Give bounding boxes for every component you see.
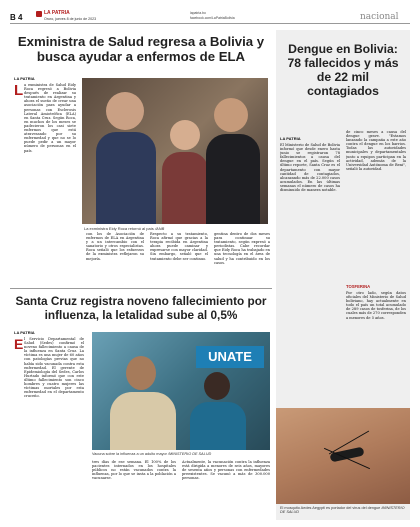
article-body-col1: l Servicio Departamental de Salud (Sedes) confirmó el noveno fallecimiento a causa de la influenza en Santa Cruz. La víctima es una mujer de 60 años con patologías previas que no había sido vacunada contra esta enfermedad. El gerente de Epidemiología del Sedes, Carlos Hurtado informó que con este último fallecimiento son cinco hombres y cuatro mujeres las víctimas mortales por esta enfermedad en el departamento cruceño.	[24, 337, 84, 399]
section-divider	[10, 288, 272, 289]
brand-name: LA PATRIA	[44, 10, 70, 16]
photo-caption	[92, 452, 211, 456]
caption-text: El mosquito Aedes Aegypti es portador del virus del dengue	[280, 506, 381, 510]
article-body-col2: tres días de ese semana. El 100% de los pacientes internados en los hospitales públicos no están vacunados contra la influenza, por lo que se insta a la población a vacunarse.	[92, 460, 176, 481]
person-3-body	[206, 134, 260, 224]
section-label: nacional	[360, 12, 399, 22]
article-body-col3: Actualmente, la vacunación contra la influenza está dirigida a menores de seis años, mayores de sesenta años y personas con enfermedades preexistentes. Se vacunó a más de 300.000 personas.	[182, 460, 270, 481]
header-web: lapatria.bo	[190, 11, 206, 15]
page-header	[0, 0, 420, 24]
article-dengue	[276, 30, 410, 520]
subhead-tosferina: TOSFERINA	[346, 284, 371, 289]
article-body-col1: a exministra de Salud Eidy Roca regresó a Bolivia después de realizar su tratamiento en Argentina y ahora el sueño de crear una asociación para ayudar a personas con Esclerosis Lateral Amiotrófica (ELA) en Santa Cruz. Según Roca, en muchos de los meses se padecieron los casi siete enfermos que está atravesando por su enfermedad y que no se lo puede pedir a un mayor número de personas en el país.	[24, 83, 76, 153]
photo-caption	[280, 506, 406, 515]
article-body-col3: Respecto a su tratamiento, Roca afirmó que gracias a la terapia recibida en Argentina ahora puede caminar y expresarse con mayor claridad. Sin embargo, señaló que el tratamiento debe ser continuo.	[150, 232, 208, 261]
dropcap: L	[14, 82, 24, 99]
article-photo	[82, 78, 268, 224]
article-ela	[10, 30, 272, 282]
person-1-body	[96, 132, 156, 224]
nurse-body	[190, 402, 246, 450]
caption-source: /MINISTERIO DE SALUD	[280, 506, 405, 515]
article-title: Dengue en Bolivia: 78 fallecidos y más de 22 mil contagiados	[287, 42, 399, 98]
caption-text: La exministra Eidy Roca retornó al país	[84, 226, 154, 231]
nurse-head	[204, 372, 230, 400]
article-body-col1: El Ministerio de Salud de Bolivia informó que desde enero hasta junio se registraron 78 fallecimientos a causa del dengue en el país. Según el último reporte, Santa Cruz es el departamento con mayor cantidad de contagiados, alcanzando más de 22.000 casos acumulados. En las últimas semanas el número de casos ha disminuido de manera notable.	[280, 143, 340, 193]
brand-logo	[36, 11, 42, 17]
mosquito-photo	[276, 408, 410, 504]
article-influenza	[10, 288, 272, 520]
article-source: LA PATRIA	[14, 330, 35, 335]
photo-sign: UNATE	[196, 346, 264, 368]
article-body-col2: de cinco meses a causa del dengue grave. "Estamos lanzando la campaña a este año contra el dengue en los barrios. Todas las autoridades municipales y departamentales junto a equipos participan en la actividad, además de la Universidad Autónoma de Beni", señaló la autoridad.	[346, 130, 406, 171]
header-social: facebook.com/LaPatriaBolivia	[190, 16, 235, 20]
article-source: LA PATRIA	[14, 76, 35, 81]
article-photo	[92, 332, 270, 450]
photo-caption	[84, 226, 164, 231]
article-source: LA PATRIA	[280, 136, 301, 141]
dropcap: E	[14, 336, 24, 352]
caption-text: Vacuna sobre la influenza a un adulto mayor	[92, 452, 167, 456]
article-body-col4: gentina dentro de dos meses para continuar su tratamiento, según expresó a periodistas. Cabe recordar que Eidy Roca ha trabajado en una tecnología en el área de salud y ha contribuido en los casos.	[214, 232, 270, 265]
patient-head	[126, 356, 156, 390]
person-1	[106, 92, 144, 130]
person-2-body	[162, 152, 208, 224]
page-number: B 4	[10, 13, 23, 22]
patient-body	[110, 392, 176, 450]
person-3	[214, 98, 248, 132]
person-2	[170, 120, 200, 150]
article-body-col2: con los de Asociación de enfermos de ELA en Argentina y a un intercambio con el sanatorio y otros especialistas. Roca señaló que los esfuerzos de la exministra reflejaron su mejoría.	[86, 232, 144, 261]
header-date: Oruro, jueves 8 de junio de 2023	[44, 17, 97, 21]
header-rule	[10, 23, 410, 24]
caption-source: /MINISTERIO DE SALUD	[167, 452, 212, 456]
article-body-col2b: Por otro lado, según datos oficiales del Ministerio de Salud boliviano, hay actualmente en todo el país un total acumulado de 289 casos de tosferina, de los cuales más de 270 corresponden a menores de 5 años.	[346, 291, 406, 320]
caption-source: /ANB	[154, 226, 165, 231]
article-title: Santa Cruz registra noveno fallecimiento por influenza, la letalidad sube al 0,5%	[15, 294, 267, 322]
article-title: Exministra de Salud regresa a Bolivia y busca ayudar a enfermos de ELA	[17, 34, 265, 64]
